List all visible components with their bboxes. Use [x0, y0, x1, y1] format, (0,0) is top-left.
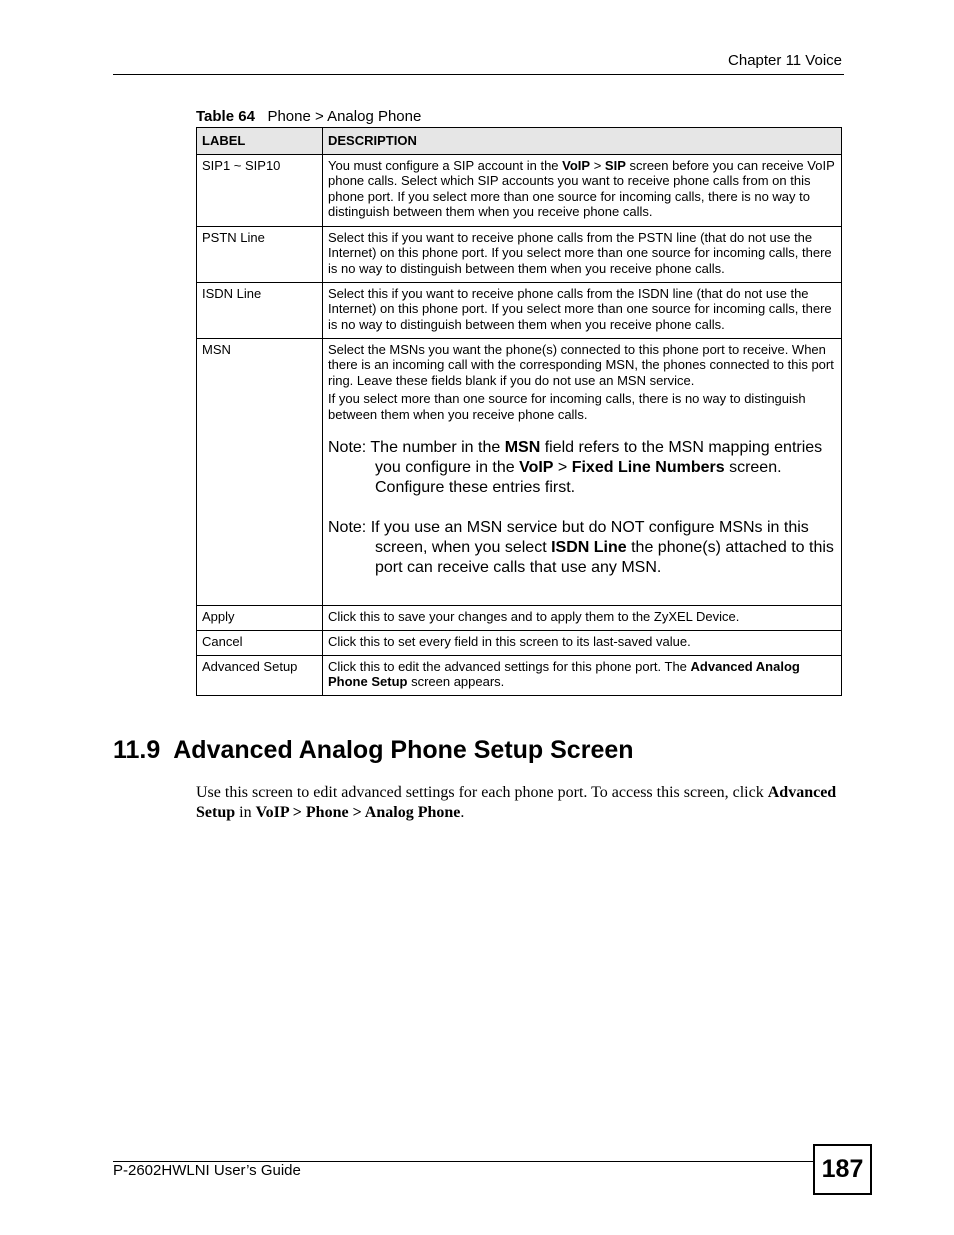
body-text: in [235, 804, 256, 821]
table-row [197, 605, 842, 630]
note-bold: VoIP [519, 459, 554, 476]
table-row [197, 226, 842, 282]
row-label: Advanced Setup [197, 655, 323, 695]
desc-bold: VoIP [562, 157, 591, 173]
note-text: > [553, 459, 572, 476]
row-description: Select this if you want to receive phone calls from the ISDN line (that do not use the Internet) on this phone port. If you select more than one source for incoming calls, there is no way to distinguish between them when you receive phone calls. [323, 282, 842, 338]
desc-paragraph: Select the MSNs you want the phone(s) connected to this phone port to receive. When there is an incoming call with the corresponding MSN, the phones connected to this port ring. Leave these fields blank if you do not use an MSN service. [328, 341, 834, 388]
note-text: Note: If you use an MSN service but do NOT configure MSNs in this screen, when you select [328, 519, 809, 556]
table-row [197, 154, 842, 226]
desc-text: screen before you can receive VoIP phone calls. Select which SIP accounts you want to receive phone calls from on this phone port. If you select more than one source for incoming calls, there is no way to distinguish between them when you receive phone calls. [328, 157, 835, 219]
table-caption-number: Table 64 [196, 108, 255, 125]
body-bold: VoIP > Phone > Analog Phone [255, 804, 461, 821]
section-body [196, 783, 846, 823]
note-text: field refers to the MSN mapping entries you configure in the [375, 439, 823, 476]
column-header-label: LABEL [197, 128, 323, 155]
note-text: the phone(s) attached to this port can receive calls that use any MSN. [375, 539, 834, 576]
row-label: SIP1 ~ SIP10 [197, 154, 323, 226]
row-label: Apply [197, 605, 323, 630]
header-rule [113, 74, 844, 75]
desc-bold: Advanced Analog Phone Setup [328, 658, 800, 689]
note-text: screen. Configure these entries first. [375, 459, 782, 496]
desc-text: Click this to edit the advanced settings for this phone port. The [328, 658, 691, 674]
row-description: Click this to set every field in this screen to its last-saved value. [323, 630, 842, 655]
body-text: Use this screen to edit advanced settings for each phone port. To access this screen, click [196, 784, 768, 801]
guide-title: P-2602HWLNI User’s Guide [113, 1162, 301, 1179]
row-label: ISDN Line [197, 282, 323, 338]
note-bold: Fixed Line Numbers [571, 459, 725, 476]
note [328, 438, 836, 498]
table-caption [196, 108, 421, 125]
desc-text: screen appears. [407, 674, 505, 689]
chapter-header: Chapter 11 Voice [728, 52, 842, 69]
table-header-row [197, 128, 842, 155]
desc-paragraph: If you select more than one source for incoming calls, there is no way to distinguish between them when you receive phone calls. [328, 391, 806, 422]
desc-text: You must configure a SIP account in the [328, 157, 563, 173]
note-text: Note: The number in the [328, 439, 505, 456]
note-bold: MSN [504, 439, 541, 456]
row-description: Select this if you want to receive phone calls from the PSTN line (that do not use the Internet) on this phone port. If you select more than one source for incoming calls, there is no way to distinguish between them when you receive phone calls. [323, 226, 842, 282]
desc-bold: SIP [604, 157, 626, 173]
row-label: PSTN Line [197, 226, 323, 282]
column-header-description: DESCRIPTION [323, 128, 842, 155]
note [328, 518, 836, 578]
row-label: MSN [197, 338, 323, 605]
section-title: 11.9 Advanced Analog Phone Setup Screen [113, 736, 634, 764]
page-number: 187 [813, 1144, 872, 1195]
table-row [197, 630, 842, 655]
label-description-table [196, 127, 842, 696]
body-text: . [460, 804, 465, 821]
table-row [197, 655, 842, 695]
row-description: Click this to save your changes and to apply them to the ZyXEL Device. [323, 605, 842, 630]
table-caption-title: Phone > Analog Phone [267, 108, 422, 125]
row-description [323, 655, 842, 695]
table-row [197, 282, 842, 338]
table-row [197, 338, 842, 605]
row-description [323, 154, 842, 226]
row-label: Cancel [197, 630, 323, 655]
desc-text: > [590, 157, 605, 173]
row-description [323, 338, 842, 605]
note-bold: ISDN Line [551, 539, 627, 556]
body-bold: Advanced Setup [196, 784, 837, 821]
